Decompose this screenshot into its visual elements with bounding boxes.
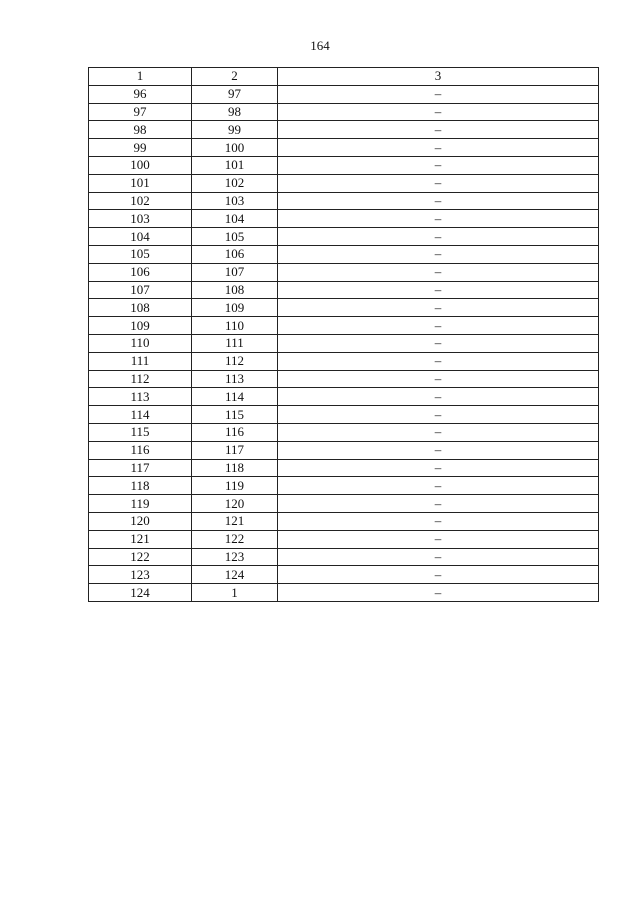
table-cell-col-1: 122 [89, 548, 192, 566]
table-body [89, 85, 599, 601]
table-cell-col-1: 111 [89, 352, 192, 370]
table-cell-col-3: – [278, 566, 599, 584]
table-cell-col-1: 116 [89, 441, 192, 459]
table-cell-col-3: – [278, 584, 599, 602]
data-table [88, 67, 599, 602]
table-row [89, 352, 599, 370]
table-header-row [89, 68, 599, 86]
table-cell-col-2: 123 [192, 548, 278, 566]
column-header-1: 1 [89, 68, 192, 86]
table-cell-col-1: 96 [89, 85, 192, 103]
table-cell-col-3: – [278, 299, 599, 317]
table-cell-col-1: 100 [89, 156, 192, 174]
table-cell-col-1: 107 [89, 281, 192, 299]
table-cell-col-3: – [278, 174, 599, 192]
table-cell-col-2: 124 [192, 566, 278, 584]
table-row [89, 228, 599, 246]
table-cell-col-2: 109 [192, 299, 278, 317]
table-cell-col-3: – [278, 406, 599, 424]
table-row [89, 512, 599, 530]
table-cell-col-1: 119 [89, 495, 192, 513]
table-cell-col-2: 106 [192, 245, 278, 263]
table-row [89, 441, 599, 459]
table-cell-col-3: – [278, 352, 599, 370]
table-cell-col-2: 103 [192, 192, 278, 210]
table-row [89, 477, 599, 495]
table-cell-col-1: 121 [89, 530, 192, 548]
table-row [89, 263, 599, 281]
table-cell-col-2: 101 [192, 156, 278, 174]
table-cell-col-2: 102 [192, 174, 278, 192]
table-cell-col-1: 124 [89, 584, 192, 602]
table-row [89, 103, 599, 121]
table-cell-col-1: 120 [89, 512, 192, 530]
table-cell-col-2: 108 [192, 281, 278, 299]
table-cell-col-2: 97 [192, 85, 278, 103]
table-row [89, 281, 599, 299]
table-cell-col-3: – [278, 121, 599, 139]
table-cell-col-3: – [278, 388, 599, 406]
table-cell-col-2: 115 [192, 406, 278, 424]
page-number: 164 [310, 38, 330, 53]
table-row [89, 85, 599, 103]
table-row [89, 495, 599, 513]
table-row [89, 334, 599, 352]
table-row [89, 566, 599, 584]
table-cell-col-3: – [278, 512, 599, 530]
table-cell-col-2: 118 [192, 459, 278, 477]
table-cell-col-2: 114 [192, 388, 278, 406]
table-row [89, 192, 599, 210]
table-cell-col-1: 108 [89, 299, 192, 317]
table-cell-col-2: 100 [192, 139, 278, 157]
table-cell-col-3: – [278, 423, 599, 441]
table-row [89, 245, 599, 263]
table-cell-col-3: – [278, 317, 599, 335]
table-cell-col-2: 1 [192, 584, 278, 602]
table-cell-col-3: – [278, 103, 599, 121]
table-cell-col-1: 113 [89, 388, 192, 406]
table-cell-col-3: – [278, 156, 599, 174]
table-cell-col-1: 114 [89, 406, 192, 424]
table-cell-col-1: 106 [89, 263, 192, 281]
table-cell-col-2: 119 [192, 477, 278, 495]
table-cell-col-3: – [278, 281, 599, 299]
table-cell-col-2: 121 [192, 512, 278, 530]
table-cell-col-3: – [278, 192, 599, 210]
table-row [89, 548, 599, 566]
table-row [89, 370, 599, 388]
table-cell-col-1: 110 [89, 334, 192, 352]
table-row [89, 174, 599, 192]
table-row [89, 139, 599, 157]
table-cell-col-1: 98 [89, 121, 192, 139]
table-cell-col-2: 111 [192, 334, 278, 352]
table-cell-col-2: 122 [192, 530, 278, 548]
table-cell-col-2: 113 [192, 370, 278, 388]
table-row [89, 210, 599, 228]
table-row [89, 459, 599, 477]
table-cell-col-3: – [278, 263, 599, 281]
table-cell-col-3: – [278, 441, 599, 459]
table-cell-col-2: 104 [192, 210, 278, 228]
table-cell-col-2: 105 [192, 228, 278, 246]
table-cell-col-1: 109 [89, 317, 192, 335]
table-cell-col-3: – [278, 477, 599, 495]
table-row [89, 299, 599, 317]
table-cell-col-1: 103 [89, 210, 192, 228]
table-row [89, 530, 599, 548]
table-cell-col-3: – [278, 85, 599, 103]
table-cell-col-2: 99 [192, 121, 278, 139]
table-row [89, 121, 599, 139]
table-cell-col-1: 115 [89, 423, 192, 441]
table-cell-col-3: – [278, 530, 599, 548]
table-cell-col-3: – [278, 139, 599, 157]
table-cell-col-1: 105 [89, 245, 192, 263]
table-cell-col-3: – [278, 334, 599, 352]
table-row [89, 423, 599, 441]
column-header-3: 3 [278, 68, 599, 86]
table-cell-col-1: 101 [89, 174, 192, 192]
table-cell-col-1: 123 [89, 566, 192, 584]
table-cell-col-2: 112 [192, 352, 278, 370]
table-cell-col-2: 110 [192, 317, 278, 335]
table-cell-col-1: 104 [89, 228, 192, 246]
table-cell-col-3: – [278, 370, 599, 388]
table-row [89, 406, 599, 424]
table-cell-col-3: – [278, 495, 599, 513]
table-cell-col-1: 97 [89, 103, 192, 121]
table-cell-col-2: 107 [192, 263, 278, 281]
column-header-2: 2 [192, 68, 278, 86]
table-row [89, 156, 599, 174]
table-cell-col-1: 102 [89, 192, 192, 210]
table-cell-col-1: 117 [89, 459, 192, 477]
table-cell-col-1: 112 [89, 370, 192, 388]
table-cell-col-3: – [278, 548, 599, 566]
table-row [89, 317, 599, 335]
table-cell-col-2: 120 [192, 495, 278, 513]
table-cell-col-1: 118 [89, 477, 192, 495]
table-row [89, 388, 599, 406]
table-cell-col-2: 98 [192, 103, 278, 121]
table-cell-col-1: 99 [89, 139, 192, 157]
table-row [89, 584, 599, 602]
table-cell-col-2: 116 [192, 423, 278, 441]
table-cell-col-2: 117 [192, 441, 278, 459]
table-cell-col-3: – [278, 459, 599, 477]
table-cell-col-3: – [278, 228, 599, 246]
table-cell-col-3: – [278, 245, 599, 263]
table-cell-col-3: – [278, 210, 599, 228]
